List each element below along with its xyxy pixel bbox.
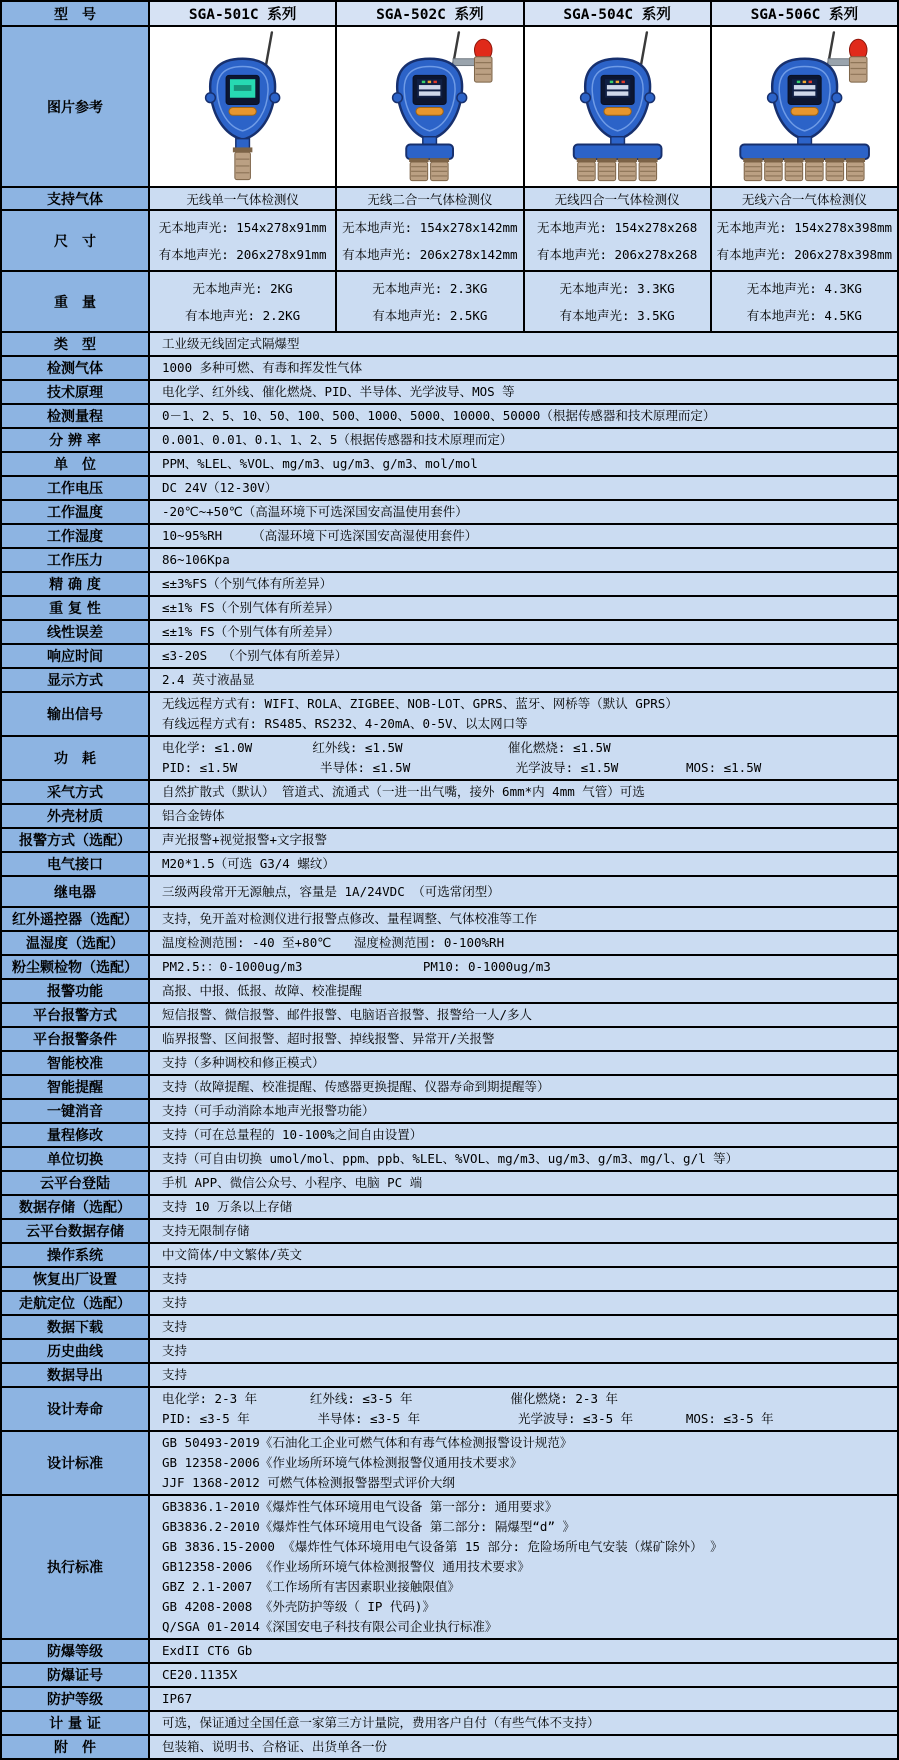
spec-row-33 (1, 1171, 898, 1195)
row-value (149, 852, 898, 876)
row-value (149, 404, 898, 428)
row-value (149, 596, 898, 620)
spec-row-48 (1, 1711, 898, 1735)
row-label: 线性误差 (1, 620, 149, 644)
spec-row-19 (1, 828, 898, 852)
value-line: GB 12358-2006《作业场所环境气体检测报警仪通用技术要求》 (162, 1455, 523, 1470)
value-line: GB3836.2-2010《爆炸性气体环境用电气设备 第二部分: 隔爆型“d” 》 (162, 1519, 576, 1534)
spec-row-44 (1, 1495, 898, 1639)
row-label: 恢复出厂设置 (1, 1267, 149, 1291)
supported-gas-value: 无线二合一气体检测仪 (336, 187, 523, 210)
value-line: 手机 APP、微信公众号、小程序、电脑 PC 端 (162, 1175, 423, 1190)
spec-row-1 (1, 356, 898, 380)
value-line: 有本地声光: 206x278x142mm (342, 246, 518, 262)
spec-row-14 (1, 668, 898, 692)
row-value (149, 428, 898, 452)
spec-row-0 (1, 332, 898, 356)
row-value (149, 907, 898, 931)
row-value (149, 1663, 898, 1687)
value-line: 有本地声光: 4.5KG (746, 307, 862, 323)
row-label: 技术原理 (1, 380, 149, 404)
row-label: 功 耗 (1, 736, 149, 780)
value-line: GB12358-2006 《作业场所环境气体检测报警仪 通用技术要求》 (162, 1559, 530, 1574)
row-value (149, 210, 336, 271)
row-value (149, 380, 898, 404)
row-label: 电气接口 (1, 852, 149, 876)
supported-gas-value: 无线六合一气体检测仪 (711, 187, 898, 210)
row-value (336, 210, 523, 271)
row-label: 类 型 (1, 332, 149, 356)
row-label: 工作压力 (1, 548, 149, 572)
row-value (149, 1315, 898, 1339)
value-line: 温度检测范围: -40 至+80℃ 湿度检测范围: 0-100%RH (162, 935, 505, 950)
spec-row-12 (1, 620, 898, 644)
product-name-header: SGA-504C 系列 (524, 1, 711, 26)
spec-row-26 (1, 1003, 898, 1027)
row-label: 红外遥控器（选配） (1, 907, 149, 931)
value-line: 支持 (162, 1319, 188, 1334)
row-label: 检测气体 (1, 356, 149, 380)
spec-row-43 (1, 1431, 898, 1495)
spec-row-13 (1, 644, 898, 668)
product-photo-sga-506c (713, 29, 896, 184)
supported-gas-value: 无线单一气体检测仪 (149, 187, 336, 210)
weight-row (1, 271, 898, 332)
spec-row-32 (1, 1147, 898, 1171)
row-value (149, 1171, 898, 1195)
value-line: JJF 1368-2012 可燃气体检测报警器型式评价大纲 (162, 1475, 455, 1490)
row-value (149, 1339, 898, 1363)
row-label: 外壳材质 (1, 804, 149, 828)
value-line: 无本地声光: 154x278x91mm (158, 219, 327, 235)
row-value (149, 524, 898, 548)
row-value (149, 356, 898, 380)
spec-row-21 (1, 876, 898, 907)
product-image-sga-502c (336, 26, 523, 187)
row-label: 单位切换 (1, 1147, 149, 1171)
value-line: 三级两段常开无源触点，容量是 1A/24VDC （可选常闭型） (162, 883, 500, 899)
product-images-row (1, 26, 898, 187)
row-label: 数据存储（选配） (1, 1195, 149, 1219)
value-line: 无本地声光: 154x278x142mm (342, 219, 518, 235)
value-line: 86~106Kpa (162, 552, 230, 567)
spec-row-3 (1, 404, 898, 428)
spec-row-24 (1, 955, 898, 979)
row-value (149, 1387, 898, 1431)
value-line: Q/SGA 01-2014《深国安电子科技有限公司企业执行标准》 (162, 1619, 498, 1634)
value-line: GB 3836.15-2000 《爆炸性气体环境用电气设备第 15 部分: 危险场所电气安装（煤矿除外） 》 (162, 1539, 723, 1554)
value-line: 有本地声光: 206x278x268 (536, 246, 698, 262)
row-label: 设计寿命 (1, 1387, 149, 1431)
row-label: 采气方式 (1, 780, 149, 804)
value-line: ≤3-20S （个别气体有所差异） (162, 648, 348, 663)
value-line: IP67 (162, 1691, 193, 1706)
value-line: PM2.5:：0-1000ug/m3 PM10: 0-1000ug/m3 (162, 959, 551, 974)
value-line: -20℃~+50℃（高温环境下可选深国安高温使用套件） (162, 504, 468, 519)
value-line: 中文简体/中文繁体/英文 (162, 1247, 303, 1262)
value-line: ≤±1% FS（个别气体有所差异） (162, 600, 340, 615)
spec-row-45 (1, 1639, 898, 1663)
spec-row-31 (1, 1123, 898, 1147)
row-label: 数据下载 (1, 1315, 149, 1339)
row-value (149, 1639, 898, 1663)
row-value (149, 1123, 898, 1147)
row-label: 量程修改 (1, 1123, 149, 1147)
row-value (149, 780, 898, 804)
value-line: 包装箱、说明书、合格证、出货单各一份 (162, 1739, 388, 1754)
row-value (149, 1147, 898, 1171)
row-label: 设计标准 (1, 1431, 149, 1495)
value-line: PPM、%LEL、%VOL、mg/m3、ug/m3、g/m3、mol/mol (162, 456, 478, 471)
spec-row-46 (1, 1663, 898, 1687)
row-value (336, 271, 523, 332)
spec-row-15 (1, 692, 898, 736)
product-photo-sga-504c (526, 29, 709, 184)
value-line: GB 4208-2008 《外壳防护等级（ IP 代码)》 (162, 1599, 435, 1614)
row-label: 显示方式 (1, 668, 149, 692)
row-value (149, 979, 898, 1003)
row-label: 输出信号 (1, 692, 149, 736)
value-line: 支持 (162, 1343, 188, 1358)
spec-row-29 (1, 1075, 898, 1099)
row-value (149, 1495, 898, 1639)
spec-row-35 (1, 1219, 898, 1243)
spec-row-39 (1, 1315, 898, 1339)
value-line: DC 24V（12-30V） (162, 480, 278, 495)
spec-row-47 (1, 1687, 898, 1711)
value-line: 声光报警+视觉报警+文字报警 (162, 832, 328, 847)
row-label: 防爆等级 (1, 1639, 149, 1663)
supported-gas-value: 无线四合一气体检测仪 (524, 187, 711, 210)
row-value (149, 931, 898, 955)
spec-row-20 (1, 852, 898, 876)
value-line: PID: ≤3-5 年 半导体: ≤3-5 年 光学波导: ≤3-5 年 MOS: ≤3-5 年 (162, 1411, 774, 1426)
row-label: 重 复 性 (1, 596, 149, 620)
spec-row-10 (1, 572, 898, 596)
row-value (149, 1027, 898, 1051)
value-line: M20*1.5（可选 G3/4 螺纹） (162, 856, 335, 871)
value-line: 支持（可在总量程的 10-100%之间自由设置） (162, 1127, 423, 1142)
value-line: 支持 (162, 1367, 188, 1382)
spec-row-27 (1, 1027, 898, 1051)
value-line: 支持（可自由切换 umol/mol、ppm、ppb、%LEL、%VOL、mg/m3、ug/m3、g/m3、mg/l、g/l 等） (162, 1151, 739, 1166)
value-line: 2.4 英寸液晶显 (162, 672, 255, 687)
spec-row-41 (1, 1363, 898, 1387)
product-image-sga-506c (711, 26, 898, 187)
row-value (149, 1243, 898, 1267)
row-value (149, 1687, 898, 1711)
value-line: GB 50493-2019《石油化工企业可燃气体和有毒气体检测报警设计规范》 (162, 1435, 573, 1450)
row-value (149, 548, 898, 572)
row-label: 工作湿度 (1, 524, 149, 548)
row-label: 尺 寸 (1, 210, 149, 271)
row-value (149, 500, 898, 524)
value-line: GBZ 2.1-2007 《工作场所有害因素职业接触限值》 (162, 1579, 460, 1594)
spec-row-34 (1, 1195, 898, 1219)
row-value (149, 1711, 898, 1735)
row-value (149, 668, 898, 692)
value-line: 无线远程方式有: WIFI、ROLA、ZIGBEE、NOB-LOT、GPRS、蓝牙、网桥等（默认 GPRS） (162, 696, 678, 711)
value-line: PID: ≤1.5W 半导体: ≤1.5W 光学波导: ≤1.5W MOS: ≤1.5W (162, 760, 762, 775)
value-line: 电化学: 2-3 年 红外线: ≤3-5 年 催化燃烧: 2-3 年 (162, 1391, 619, 1406)
value-line: 支持 10 万条以上存储 (162, 1199, 293, 1214)
value-line: CE20.1135X (162, 1667, 238, 1682)
row-label: 云平台数据存储 (1, 1219, 149, 1243)
value-line: 有本地声光: 3.5KG (559, 307, 675, 323)
row-value (524, 210, 711, 271)
row-value (149, 1051, 898, 1075)
value-line: 临界报警、区间报警、超时报警、掉线报警、异常开/关报警 (162, 1031, 495, 1046)
row-value (149, 1075, 898, 1099)
row-value (149, 1431, 898, 1495)
spec-row-23 (1, 931, 898, 955)
product-name-header: SGA-502C 系列 (336, 1, 523, 26)
row-label: 附 件 (1, 1735, 149, 1759)
value-line: 铝合金铸体 (162, 808, 225, 823)
row-value (149, 1735, 898, 1759)
row-value (149, 271, 336, 332)
spec-row-4 (1, 428, 898, 452)
spec-row-7 (1, 500, 898, 524)
spec-row-17 (1, 780, 898, 804)
value-line: 有本地声光: 206x278x398mm (716, 246, 893, 262)
value-line: 电化学: ≤1.0W 红外线: ≤1.5W 催化燃烧: ≤1.5W (162, 740, 611, 755)
value-line: 有线远程方式有: RS485、RS232、4-20mA、0-5V、以太网口等 (162, 716, 528, 731)
value-line: 无本地声光: 154x278x268 (536, 219, 698, 235)
product-photo-sga-501c (151, 29, 334, 184)
spec-row-36 (1, 1243, 898, 1267)
image-row-label: 图片参考 (1, 26, 149, 187)
row-value (149, 1003, 898, 1027)
row-label: 防爆证号 (1, 1663, 149, 1687)
value-line: 支持（可手动消除本地声光报警功能） (162, 1103, 375, 1118)
value-line: 支持 (162, 1295, 188, 1310)
value-line: 无本地声光: 2.3KG (372, 280, 488, 296)
supported-gas-row (1, 187, 898, 210)
spec-row-28 (1, 1051, 898, 1075)
product-image-sga-504c (524, 26, 711, 187)
row-value (149, 332, 898, 356)
row-label: 精 确 度 (1, 572, 149, 596)
row-label: 继电器 (1, 876, 149, 907)
value-line: 工业级无线固定式隔爆型 (162, 336, 300, 351)
row-value (524, 271, 711, 332)
value-line: 支持（故障提醒、校准提醒、传感器更换提醒、仪器寿命到期提醒等） (162, 1079, 550, 1094)
row-value (149, 476, 898, 500)
value-line: 短信报警、微信报警、邮件报警、电脑语音报警、报警给一人/多人 (162, 1007, 533, 1022)
row-value (149, 572, 898, 596)
row-value (149, 876, 898, 907)
spec-row-16 (1, 736, 898, 780)
row-value (149, 644, 898, 668)
row-label: 走航定位（选配） (1, 1291, 149, 1315)
value-line: ExdII CT6 Gb (162, 1643, 253, 1658)
row-value (149, 1219, 898, 1243)
row-label: 执行标准 (1, 1495, 149, 1639)
row-value (149, 1363, 898, 1387)
model-header-label: 型 号 (1, 1, 149, 26)
row-value (149, 620, 898, 644)
product-name-header: SGA-506C 系列 (711, 1, 898, 26)
spec-row-30 (1, 1099, 898, 1123)
row-label: 一键消音 (1, 1099, 149, 1123)
row-label: 历史曲线 (1, 1339, 149, 1363)
row-label: 粉尘颗检物（选配） (1, 955, 149, 979)
product-photo-sga-502c (338, 29, 521, 184)
value-line: 有本地声光: 2.5KG (372, 307, 488, 323)
row-value (149, 1267, 898, 1291)
value-line: GB3836.1-2010《爆炸性气体环境用电气设备 第一部分: 通用要求》 (162, 1499, 558, 1514)
row-label: 支持气体 (1, 187, 149, 210)
row-value (711, 271, 898, 332)
row-value (149, 452, 898, 476)
value-line: ≤±3%FS（个别气体有所差异） (162, 576, 333, 591)
row-label: 报警方式（选配） (1, 828, 149, 852)
value-line: 无本地声光: 2KG (192, 280, 293, 296)
value-line: 无本地声光: 4.3KG (746, 280, 862, 296)
spec-row-9 (1, 548, 898, 572)
spec-row-42 (1, 1387, 898, 1431)
value-line: 支持，免开盖对检测仪进行报警点修改、量程调整、气体校准等工作 (162, 911, 538, 926)
value-line: 支持无限制存储 (162, 1223, 250, 1238)
row-value (149, 1099, 898, 1123)
row-label: 报警功能 (1, 979, 149, 1003)
row-label: 智能提醒 (1, 1075, 149, 1099)
row-label: 工作电压 (1, 476, 149, 500)
size-row (1, 210, 898, 271)
row-label: 平台报警方式 (1, 1003, 149, 1027)
value-line: 0.001、0.01、0.1、1、2、5（根据传感器和技术原理而定） (162, 432, 513, 447)
spec-table-body (1, 1, 898, 1759)
row-value (711, 210, 898, 271)
row-label: 分 辨 率 (1, 428, 149, 452)
row-label: 检测量程 (1, 404, 149, 428)
value-line: 支持（多种调校和修正模式） (162, 1055, 325, 1070)
spec-row-38 (1, 1291, 898, 1315)
value-line: 自然扩散式（默认） 管道式、流通式（一进一出气嘴，接外 6mm*内 4mm 气管）可选 (162, 784, 645, 799)
row-value (149, 955, 898, 979)
row-label: 响应时间 (1, 644, 149, 668)
value-line: 有本地声光: 2.2KG (185, 307, 301, 323)
spec-row-18 (1, 804, 898, 828)
row-label: 智能校准 (1, 1051, 149, 1075)
row-label: 重 量 (1, 271, 149, 332)
row-label: 平台报警条件 (1, 1027, 149, 1051)
spec-row-5 (1, 452, 898, 476)
spec-row-40 (1, 1339, 898, 1363)
value-line: 可选，保证通过全国任意一家第三方计量院，费用客户自付（有些气体不支持） (162, 1715, 600, 1730)
spec-row-37 (1, 1267, 898, 1291)
spec-row-25 (1, 979, 898, 1003)
value-line: 有本地声光: 206x278x91mm (158, 246, 327, 262)
row-value (149, 804, 898, 828)
row-value (149, 692, 898, 736)
row-label: 工作温度 (1, 500, 149, 524)
row-label: 云平台登陆 (1, 1171, 149, 1195)
row-label: 单 位 (1, 452, 149, 476)
row-value (149, 828, 898, 852)
value-line: 无本地声光: 154x278x398mm (716, 219, 893, 235)
row-label: 数据导出 (1, 1363, 149, 1387)
product-image-sga-501c (149, 26, 336, 187)
row-value (149, 1291, 898, 1315)
spec-row-8 (1, 524, 898, 548)
row-label: 防护等级 (1, 1687, 149, 1711)
product-name-header: SGA-501C 系列 (149, 1, 336, 26)
value-line: 10~95%RH （高湿环境下可选深国安高湿使用套件） (162, 528, 478, 543)
spec-row-2 (1, 380, 898, 404)
value-line: 无本地声光: 3.3KG (559, 280, 675, 296)
value-line: 0－1、2、5、10、50、100、500、1000、5000、10000、50000（根据传感器和技术原理而定） (162, 408, 716, 423)
value-line: 高报、中报、低报、故障、校准提醒 (162, 983, 363, 998)
row-value (149, 1195, 898, 1219)
value-line: 支持 (162, 1271, 188, 1286)
row-label: 温湿度（选配） (1, 931, 149, 955)
row-value (149, 736, 898, 780)
spec-row-11 (1, 596, 898, 620)
row-label: 操作系统 (1, 1243, 149, 1267)
value-line: 1000 多种可燃、有毒和挥发性气体 (162, 360, 363, 375)
value-line: ≤±1% FS（个别气体有所差异） (162, 624, 340, 639)
spec-row-6 (1, 476, 898, 500)
model-header-row (1, 1, 898, 26)
spec-row-22 (1, 907, 898, 931)
row-label: 计 量 证 (1, 1711, 149, 1735)
value-line: 电化学、红外线、催化燃烧、PID、半导体、光学波导、MOS 等 (162, 384, 515, 399)
spec-row-49 (1, 1735, 898, 1759)
